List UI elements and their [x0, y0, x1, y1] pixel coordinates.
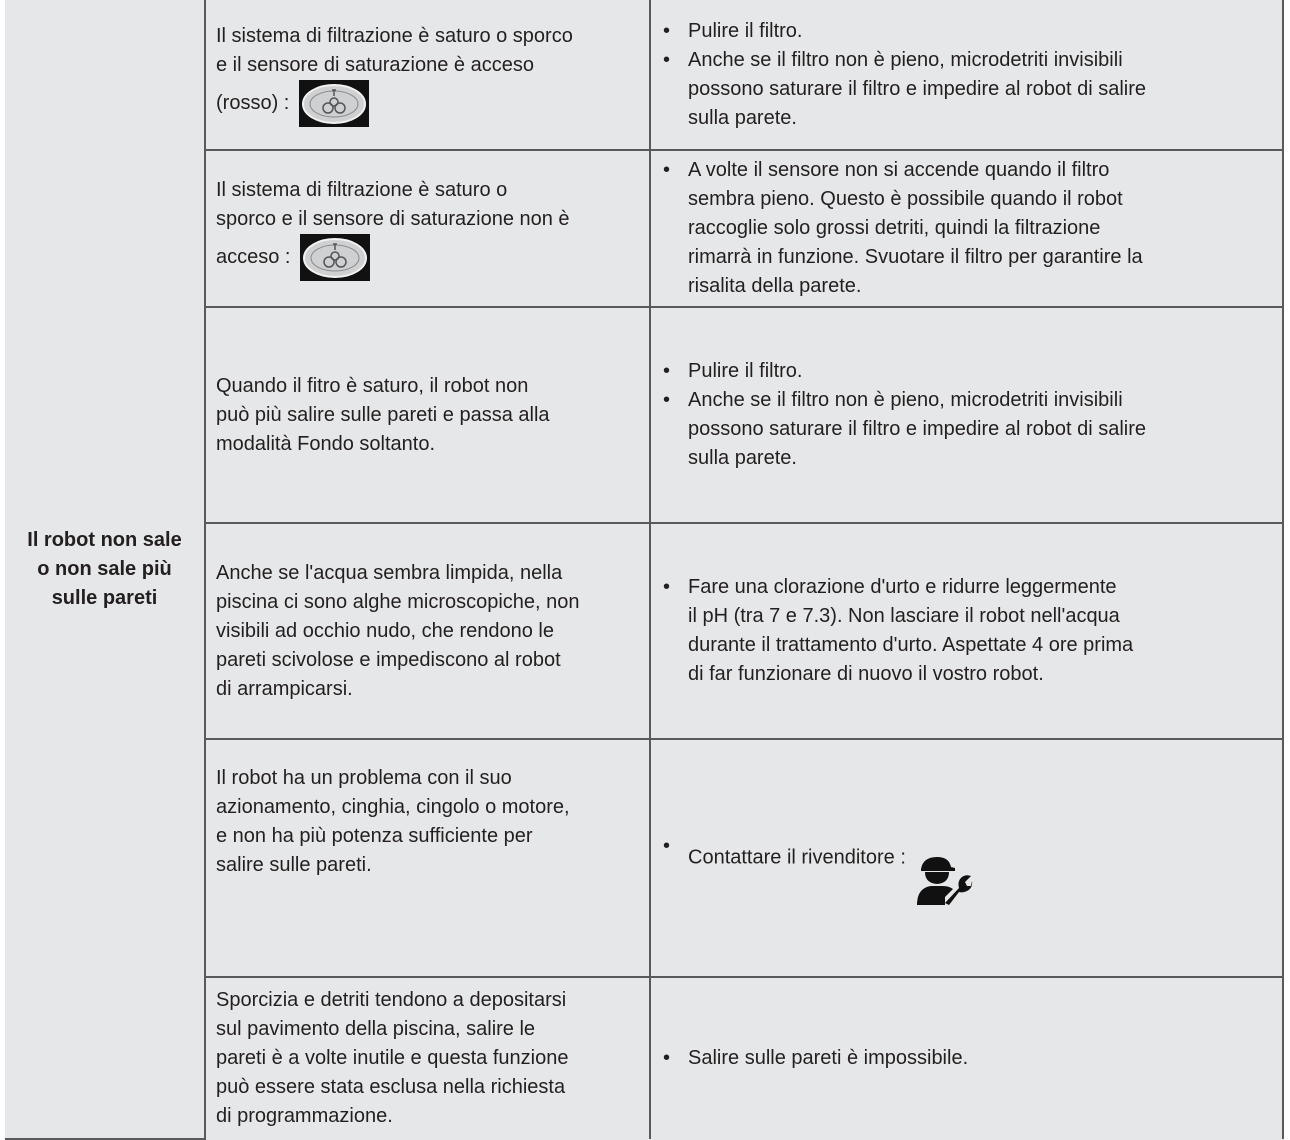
troubleshooting-table — [5, 0, 1284, 1140]
cause-text: Quando il fitro è saturo, il robot non può più salire sulle pareti e passa alla modalità Fondo soltanto. — [216, 374, 550, 455]
bullet: • — [663, 159, 671, 181]
remedy-list — [661, 1044, 1272, 1073]
remedy-cell — [650, 739, 1283, 977]
bullet: • — [663, 576, 671, 598]
table-row — [5, 0, 1283, 150]
filter-saturation-sensor-icon — [299, 80, 369, 127]
remedy-list — [661, 357, 1272, 473]
remedy-text: Anche se il filtro non è pieno, microdetriti invisibili possono saturare il filtro e impedire al robot di salire sulla parete. — [688, 48, 1146, 129]
cause-text: Sporcizia e detriti tendono a depositarsi sul pavimento della piscina, salire le pareti è a volte inutile e questa funzione può essere stata esclusa nella richiesta di programmazione. — [216, 989, 569, 1127]
remedy-text: Salire sulle pareti è impossibile. — [688, 1047, 969, 1069]
list-item — [661, 357, 1272, 386]
list-item — [661, 156, 1272, 301]
list-item — [661, 573, 1272, 689]
cause-text: Anche se l'acqua sembra limpida, nella piscina ci sono alghe microscopiche, non visibili ad occhio nudo, che rendono le pareti scivolose e impediscono al robot di arrampicarsi. — [216, 561, 580, 700]
filter-saturation-sensor-icon — [300, 234, 370, 281]
list-item — [661, 1044, 1272, 1073]
remedy-text: Contattare il rivenditore : — [688, 846, 912, 869]
bullet: • — [663, 835, 671, 857]
bullet: • — [663, 48, 671, 71]
cause-cell — [205, 307, 650, 523]
dealer-technician-icon — [915, 826, 973, 878]
cause-cell — [205, 150, 650, 307]
bullet: • — [663, 19, 671, 42]
cause-cell — [205, 0, 650, 150]
remedy-list — [661, 156, 1272, 301]
cause-text: Il sistema di filtrazione è saturo o sporco e il sensore di saturazione è acceso (rosso) : — [216, 25, 573, 114]
bullet: • — [663, 389, 671, 411]
list-item — [661, 832, 1272, 884]
cause-text: Il robot ha un problema con il suo azionamento, cinghia, cingolo o motore, e non ha più potenza sufficiente per salire sulle pareti. — [216, 767, 570, 876]
cause-text: Il sistema di filtrazione è saturo o sporco e il sensore di saturazione non è acceso : — [216, 179, 570, 268]
list-item — [661, 46, 1272, 133]
bullet: • — [663, 1047, 671, 1069]
list-item — [661, 386, 1272, 473]
remedy-cell — [650, 523, 1283, 739]
cause-cell — [205, 977, 650, 1139]
remedy-cell — [650, 977, 1283, 1139]
remedy-text: Anche se il filtro non è pieno, microdetriti invisibili possono saturare il filtro e impedire al robot di salire sulla parete. — [688, 389, 1146, 469]
remedy-cell — [650, 0, 1283, 150]
symptom-cell — [5, 0, 205, 1139]
remedy-text: Pulire il filtro. — [688, 360, 803, 382]
cause-cell — [205, 739, 650, 977]
remedy-text: Pulire il filtro. — [688, 19, 803, 42]
bullet: • — [663, 360, 671, 382]
remedy-cell — [650, 150, 1283, 307]
symptom-text: Il robot non sale o non sale più sulle pareti — [27, 528, 182, 609]
remedy-text: Fare una clorazione d'urto e ridurre leggermente il pH (tra 7 e 7.3). Non lasciare il robot nell'acqua durante il trattamento d'urto. Aspettate 4 ore prima di far funzionare di nuovo il vostro robot. — [688, 576, 1134, 685]
remedy-text: A volte il sensore non si accende quando il filtro sembra pieno. Questo è possibile quando il robot raccoglie solo grossi detriti, quindi la filtrazione rimarrà in funzione. Svuotare il filtro per garantire la risalita della parete. — [688, 159, 1143, 297]
remedy-cell — [650, 307, 1283, 523]
remedy-list — [661, 832, 1272, 884]
cause-cell — [205, 523, 650, 739]
remedy-list — [661, 17, 1272, 133]
remedy-list — [661, 573, 1272, 689]
list-item — [661, 17, 1272, 46]
